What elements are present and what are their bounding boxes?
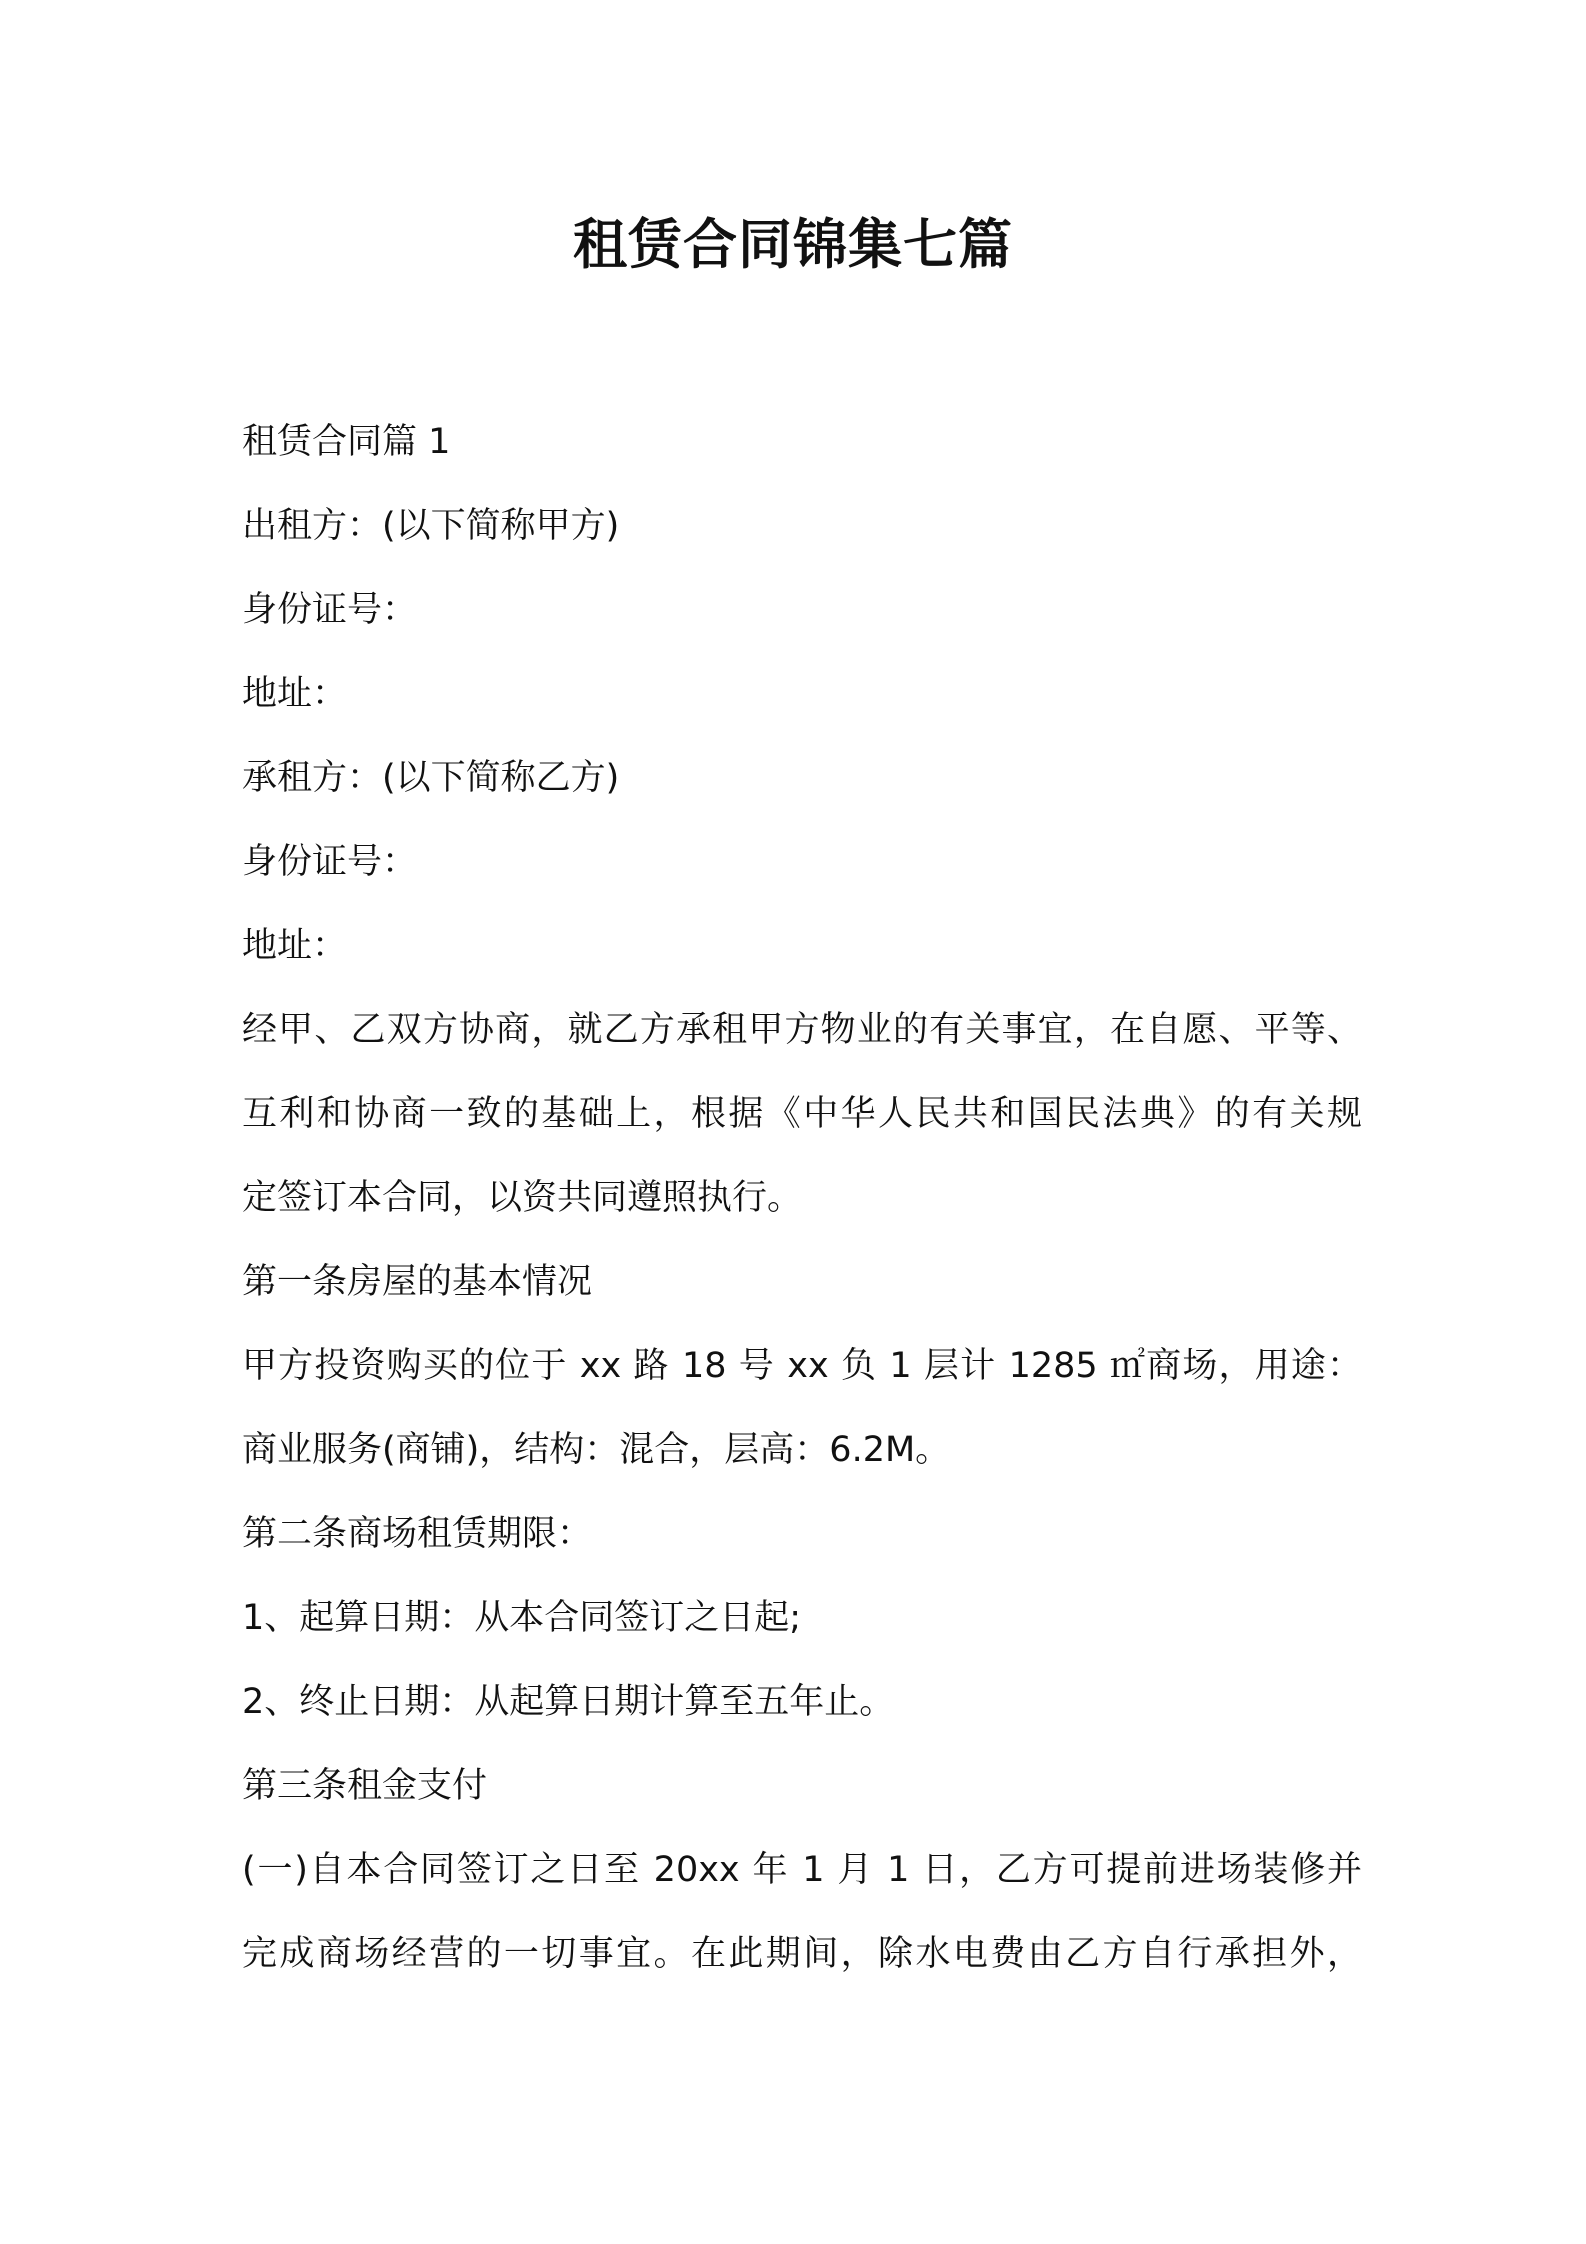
article-heading: 第一条房屋的基本情况 (242, 1262, 593, 1302)
lessee-address-line: 地址： (242, 926, 348, 966)
article-heading: 第二条商场租赁期限： (242, 1514, 593, 1554)
paragraph-line: 完成商场经营的一切事宜。在此期间，除水电费由乙方自行承担外， (242, 1934, 1362, 1974)
lessee-id-line: 身份证号： (242, 842, 418, 882)
section-heading: 租赁合同篇 1 (242, 422, 451, 462)
lessor-address-line: 地址： (242, 674, 348, 714)
paragraph-line: 经甲、乙双方协商，就乙方承租甲方物业的有关事宜，在自愿、平等、 (242, 1010, 1362, 1050)
document-title: 租赁合同锦集七篇 (573, 213, 1013, 276)
lessor-line: 出租方：(以下简称甲方) (242, 506, 620, 546)
document-body (242, 400, 1362, 1996)
lessor-id-line: 身份证号： (242, 590, 418, 630)
paragraph-line: 定签订本合同，以资共同遵照执行。 (242, 1178, 803, 1218)
lessee-line: 承租方：(以下简称乙方) (242, 758, 620, 798)
paragraph-line: 互利和协商一致的基础上，根据《中华人民共和国民法典》的有关规 (242, 1094, 1362, 1134)
article-heading: 第三条租金支付 (242, 1766, 488, 1806)
list-item: 1、起算日期：从本合同签订之日起; (242, 1598, 802, 1638)
paragraph-line: 商业服务(商铺)，结构：混合，层高：6.2M。 (242, 1430, 951, 1470)
paragraph-line: (一)自本合同签订之日至 20xx 年 1 月 1 日，乙方可提前进场装修并 (242, 1850, 1362, 1890)
list-item: 2、终止日期：从起算日期计算至五年止。 (242, 1682, 895, 1722)
paragraph-line: 甲方投资购买的位于 xx 路 18 号 xx 负 1 层计 1285 ㎡商场，用途： (242, 1346, 1362, 1386)
